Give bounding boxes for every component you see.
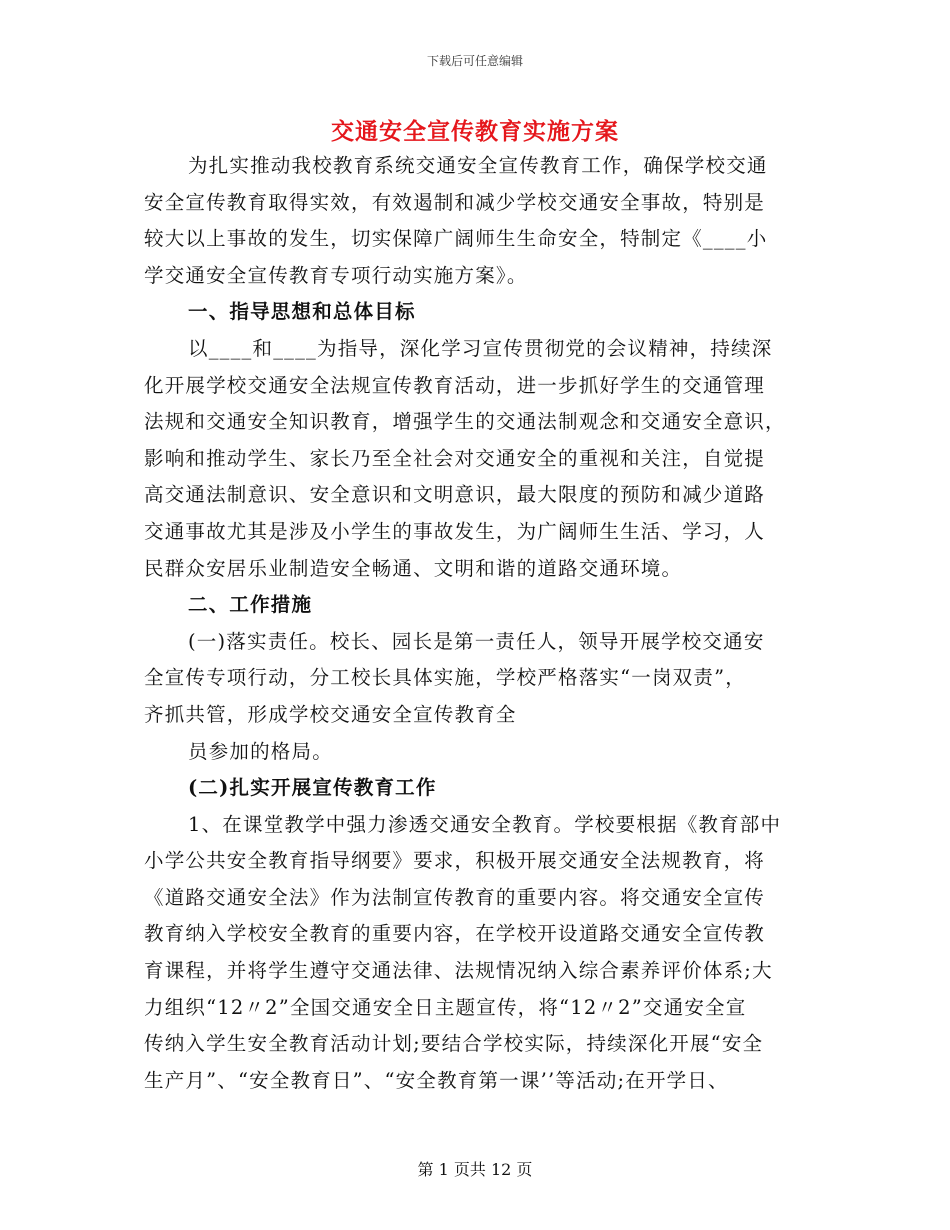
section-heading: 二、工作措施 — [188, 593, 313, 617]
subsection-heading: (二)扎实开展宣传教育工作 — [188, 776, 437, 800]
paragraph-line: 全宣传专项行动，分工校长具体实施，学校严格落实“一岗双责”， — [144, 666, 746, 690]
paragraph-line: 较大以上事故的发生，切实保障广阔师生生命安全，特制定《____小 — [144, 227, 768, 251]
paragraph-line: 为扎实推动我校教育系统交通安全宣传教育工作，确保学校交通 — [188, 154, 768, 177]
paragraph-line: 育课程，并将学生遵守交通法律、法规情况纳入综合素养评价体系;大 — [144, 959, 773, 983]
paragraph-line: 1、在课堂教学中强力渗透交通安全教育。学校要根据《教育部中 — [188, 812, 782, 836]
paragraph-line: 员参加的格局。 — [188, 739, 333, 763]
paragraph-line: 力组织“12〃2”全国交通安全日主题宣传，将“12〃2”交通安全宣 — [144, 995, 747, 1019]
paragraph-line: 传纳入学生安全教育活动计划;要结合学校实际，持续深化开展“安全 — [144, 1032, 764, 1056]
paragraph-line: 化开展学校交通安全法规宣传教育活动，进一步抓好学生的交通管理 — [144, 373, 766, 397]
paragraph-line: 安全宣传教育取得实效，有效遏制和减少学校交通安全事故，特别是 — [144, 190, 766, 214]
paragraph-line: 交通事故尤其是涉及小学生的事故发生，为广阔师生生活、学习，人 — [144, 519, 766, 543]
paragraph-line: 《道路交通安全法》作为法制宣传教育的重要内容。将交通安全宣传 — [144, 885, 766, 909]
paragraph-line: 以____和____为指导，深化学习宣传贯彻党的会议精神，持续深 — [188, 336, 773, 360]
paragraph-line: 民群众安居乐业制造安全畅通、文明和谐的道路交通环境。 — [144, 556, 683, 580]
page-number-footer: 第 1 页共 12 页 — [417, 1160, 533, 1179]
paragraph-line: 齐抓共管，形成学校交通安全宣传教育全 — [144, 702, 517, 726]
paragraph-line: 教育纳入学校安全教育的重要内容，在学校开设道路交通安全宣传教 — [144, 922, 766, 946]
document-title: 交通安全宣传教育实施方案 — [331, 118, 619, 145]
paragraph-line: (一)落实责任。校长、园长是第一责任人，领导开展学校交通安 — [188, 629, 765, 653]
page-header-note: 下载后可任意编辑 — [426, 54, 523, 68]
paragraph-line: 高交通法制意识、安全意识和文明意识，最大限度的预防和减少道路 — [144, 483, 766, 507]
paragraph-line: 学交通安全宣传教育专项行动实施方案》。 — [144, 263, 528, 287]
paragraph-line: 小学公共安全教育指导纲要》要求，积极开展交通安全法规教育，将 — [144, 849, 766, 873]
paragraph-line: 法规和交通安全知识教育，增强学生的交通法制观念和交通安全意识， — [144, 410, 786, 434]
section-heading: 一、指导思想和总体目标 — [188, 300, 416, 324]
document-body — [144, 148, 824, 1099]
paragraph-line: 影响和推动学生、家长乃至全社会对交通安全的重视和关注，自觉提 — [144, 446, 766, 470]
paragraph-line: 生产月”、“安全教育日”、“安全教育第一课’’等活动;在开学日、 — [144, 1068, 729, 1092]
